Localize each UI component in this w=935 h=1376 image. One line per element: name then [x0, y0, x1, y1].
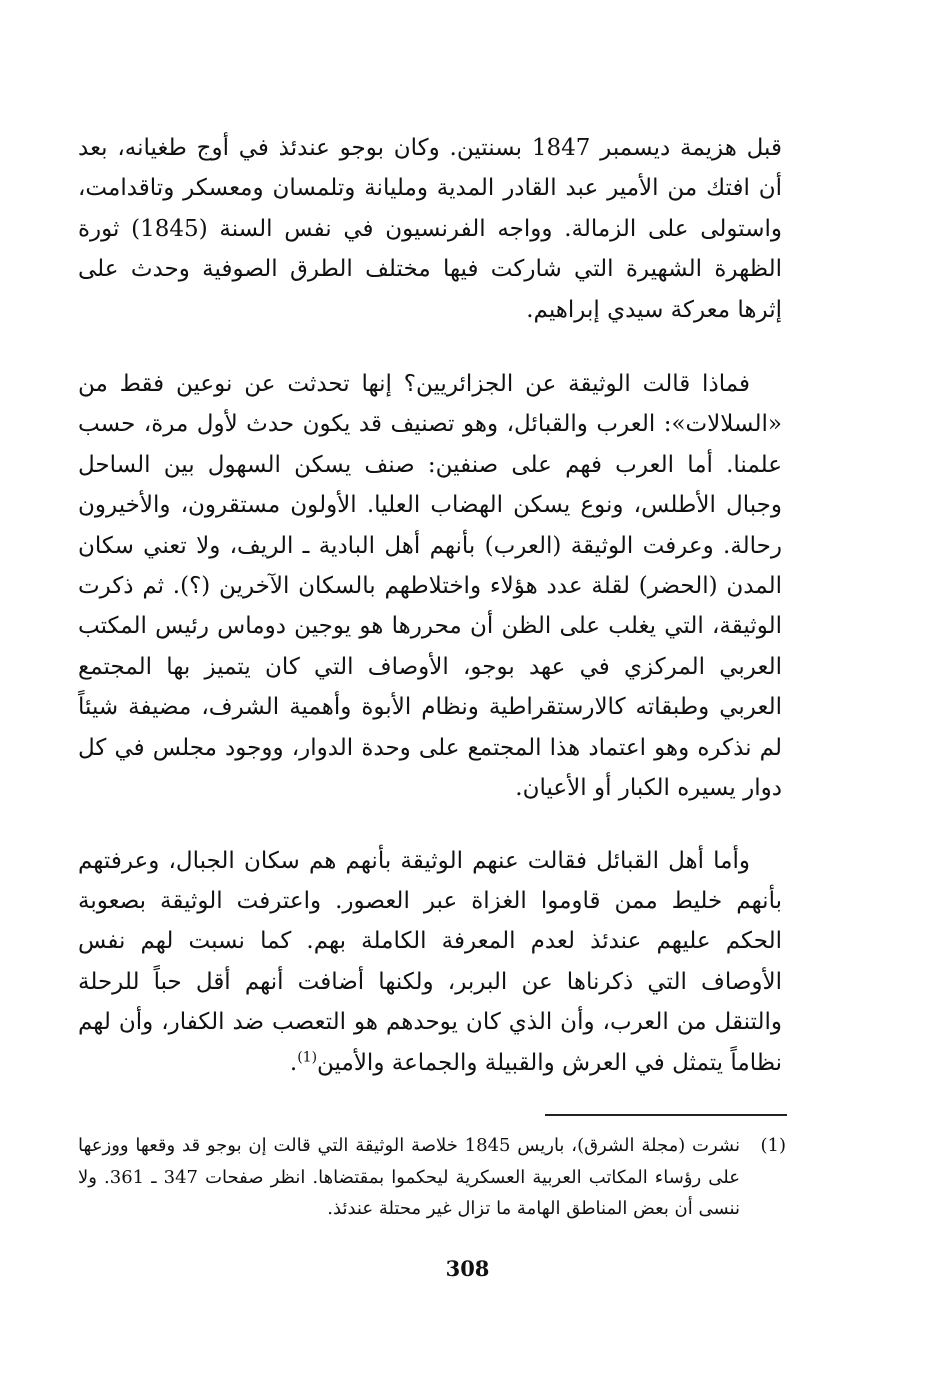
footnote: [78, 1130, 786, 1225]
page-number: 308: [445, 1256, 490, 1281]
paragraph-3-period: .: [289, 1049, 298, 1076]
paragraph-1: قبل هزيمة ديسمبر 1847 بسنتين. وكان بوجو عندئذ في أوج طغيانه، بعد أن افتك من الأمير عبد القادر المدية ومليانة وتلمسان ومعسكر وتاقدامت، واستولى على الزمالة. وواجه الفرنسيون في نفس السنة (1845) ثورة الظهرة الشهيرة التي شاركت فيها مختلف الطرق الصوفية وحدث على إثرها معركة سيدي إبراهيم.: [78, 135, 782, 323]
body-text: [78, 128, 782, 1083]
footnote-text: نشرت (مجلة الشرق)، باريس 1845 خلاصة الوثيقة التي قالت إن بوجو قد وقعها ووزعها على رؤساء المكاتب العربية العسكرية ليحكموا بمقتضاها. انظر صفحات 347 ـ 361. ولا ننسى أن بعض المناطق الهامة ما تزال غير محتلة عندئذ.: [78, 1135, 741, 1219]
paragraph-2: فماذا قالت الوثيقة عن الجزائريين؟ إنها تحدثت عن نوعين فقط من «السلالات»: العرب والقبائل، وهو تصنيف قد يكون حدث لأول مرة، حسب علمنا. أما العرب فهم على صنفين: صنف يسكن السهول بين الساحل وجبال الأطلس، ونوع يسكن الهضاب العليا. الأولون مستقرون، والأخيرون رحالة. وعرفت الوثيقة (العرب) بأنهم أهل البادية ـ الريف، ولا تعني سكان المدن (الحضر) لقلة عدد هؤلاء واختلاطهم بالسكان الآخرين (؟). ثم ذكرت الوثيقة، التي يغلب على الظن أن محررها هو يوجين دوماس رئيس المكتب العربي المركزي في عهد بوجو، الأوصاف التي كان يتميز بها المجتمع العربي وطبقاته كالارستقراطية ونظام الأبوة وأهمية الشرف، مضيفة شيئاً لم نذكره وهو اعتماد هذا المجتمع على وحدة الدوار، ووجود مجلس في كل دوار يسيره الكبار أو الأعيان.: [78, 371, 782, 802]
footnote-number: (1): [760, 1135, 786, 1156]
footnote-separator: [545, 1114, 787, 1116]
footnote-reference[interactable]: (1): [297, 1048, 318, 1065]
paragraph-3-text: وأما أهل القبائل فقالت عنهم الوثيقة بأنهم هم سكان الجبال، وعرفتهم بأنهم خليط ممن قاوموا الغزاة عبر العصور. واعترفت الوثيقة بصعوبة الحكم عليهم عندئذ لعدم المعرفة الكاملة بهم. كما نسبت لهم نفس الأوصاف التي ذكرناها عن البربر، ولكنها أضافت أنهم أقل حباً للرحلة والتنقل من العرب، وأن الذي كان يوحدهم هو التعصب ضد الكفار، وأن لهم نظاماً يتمثل في العرش والقبيلة والجماعة والأمين: [78, 847, 782, 1076]
paragraph-3: [78, 841, 782, 1083]
